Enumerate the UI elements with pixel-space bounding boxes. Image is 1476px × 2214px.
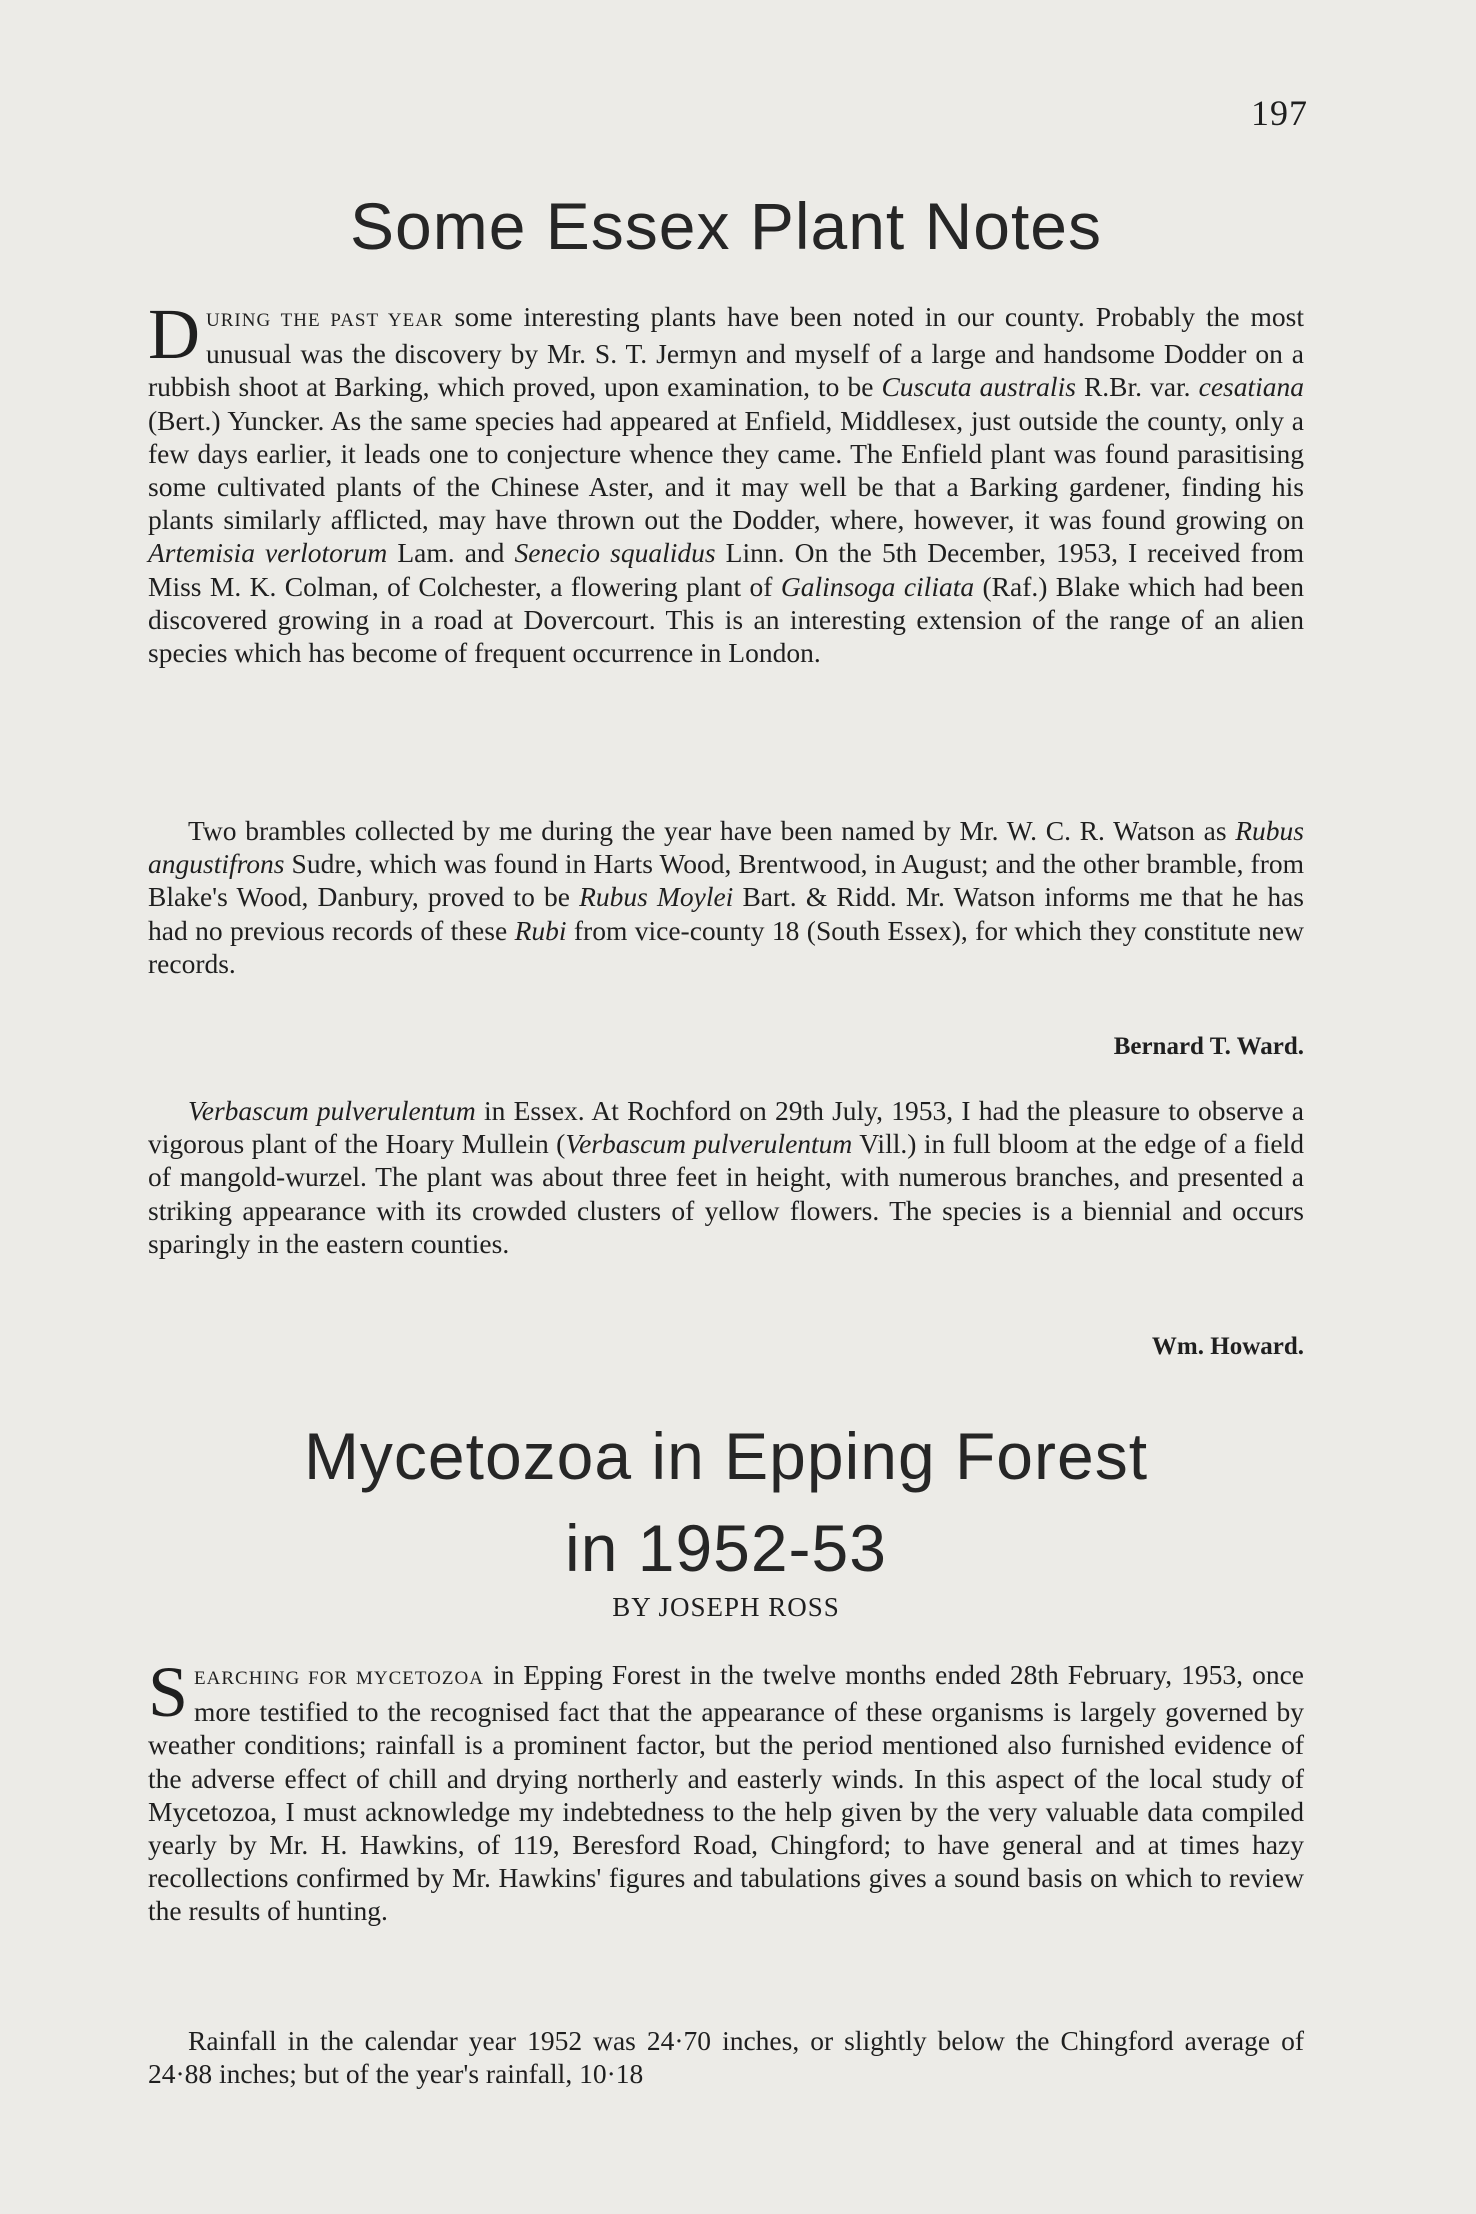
italic-term: Cuscuta australis: [881, 371, 1076, 403]
text-run: Rainfall in the calendar year 1952 was 24·70 inches, or slightly below the Chingford average of 24·88 inches; but of the year's rainfall, 10·18: [148, 2025, 1304, 2090]
text-run: (Bert.) Yuncker. As the same species had appeared at Enfield, Middlesex, just outside the county, only a few days earlier, it leads one to conjecture whence they came. The Enfield plant was found parasitising some cultivated plants of the Chinese Aster, and it may well be that a Barking gardener, finding his plants similarly afflicted, may have thrown out the Dodder, where, however, it was found growing on: [148, 404, 1304, 536]
text-run: R.Br. var.: [1075, 371, 1199, 403]
page-number: 197: [1251, 93, 1308, 133]
author-signature-ward: Bernard T. Ward.: [1113, 1033, 1304, 1060]
paragraph-rainfall: [148, 2024, 1304, 2090]
paragraph-text: [148, 1652, 1304, 1927]
drop-cap: S: [148, 1652, 189, 1732]
text-run: Bart. & Ridd. Mr. Watson informs me that he has had no previous records of these: [148, 881, 1304, 946]
italic-term: Verbascum pulverulentum: [188, 1095, 476, 1126]
paragraph-text: [148, 815, 1304, 979]
drop-cap: D: [148, 294, 200, 374]
text-run: (Raf.) Blake which had been discovered growing in a road at Dovercourt. This is an interesting extension of the range of an alien species which has become of frequent occurrence in London.: [148, 570, 1304, 669]
paragraph-dodder: [148, 294, 1305, 669]
text-run: Vill.) in full bloom at the edge of a field of mangold-wurzel. The plant was about three feet in height, with numerous branches, and presented a striking appearance with its crowded clusters of yellow flowers. The species is a biennial and occurs sparingly in the eastern counties.: [148, 1128, 1305, 1259]
italic-term: Rubus angustifrons: [148, 815, 1304, 880]
paragraph-text: [148, 1095, 1304, 1259]
italic-term: Artemisia verlotorum: [148, 537, 388, 569]
author-signature-howard: Wm. Howard.: [1151, 1333, 1304, 1360]
paragraph-verbascum: [148, 1094, 1304, 1260]
italic-term: Rubi: [514, 914, 567, 946]
italic-term: cesatiana: [1198, 371, 1305, 403]
text-run: Linn. On the 5th December, 1953, I received from Miss M. K. Colman, of Colchester, a flowering plant of: [148, 537, 1304, 602]
signature-block: [148, 1330, 1304, 1363]
text-run: Two brambles collected by me during the year have been named by Mr. W. C. R. Watson as: [188, 815, 1236, 846]
italic-term: Rubus Moylei: [579, 881, 734, 913]
text-run: from vice-county 18 (South Essex), for which they constitute new records.: [148, 914, 1304, 979]
paragraph-searching: [148, 1652, 1304, 1928]
small-caps-opening: URING THE PAST YEAR: [206, 310, 444, 331]
byline: BY JOSEPH ROSS: [612, 1592, 840, 1622]
italic-term: Verbascum pulverulentum: [565, 1128, 853, 1160]
small-caps-opening: EARCHING FOR MYCETOZOA: [194, 1668, 484, 1689]
article-title-mycetozoa: Mycetozoa in Epping Forest: [303, 1419, 1149, 1493]
signature-block: [148, 1030, 1304, 1063]
article-title-plant-notes: Some Essex Plant Notes: [350, 189, 1102, 263]
text-run: Lam. and: [387, 537, 515, 569]
article-title-mycetozoa-line2: in 1952-53: [565, 1511, 887, 1585]
text-run: Sudre, which was found in Harts Wood, Brentwood, in August; and the other bramble, from Blake's Wood, Danbury, proved to be: [148, 848, 1304, 913]
paragraph-text: [148, 2025, 1304, 2089]
text-run: in Epping Forest in the twelve months ended 28th February, 1953, once more testified to the recognised fact that the appearance of these organisms is largely governed by weather conditions; rainfall is a prominent factor, but the period mentioned also furnished evidence of the adverse effect of chill and drying northerly and easterly winds. In this aspect of the local study of Mycetozoa, I must acknowledge my indebtedness to the help given by the very valuable data compiled yearly by Mr. H. Hawkins, of 119, Beresford Road, Chingford; to have general and at times hazy recollections confirmed by Mr. Hawkins' figures and tabulations gives a sound basis on which to review the results of hunting.: [148, 1659, 1304, 1927]
text-run: some interesting plants have been noted in our county. Probably the most unusual was the discovery by Mr. S. T. Jermyn and myself of a large and handsome Dodder on a rubbish shoot at Barking, which proved, upon examination, to be: [148, 301, 1304, 403]
italic-term: Senecio squalidus: [514, 537, 716, 569]
text-run: in Essex. At Rochford on 29th July, 1953, I had the pleasure to observe a vigorous plant of the Hoary Mullein (: [148, 1095, 1304, 1160]
italic-term: Galinsoga ciliata: [780, 570, 975, 602]
paragraph-brambles: [148, 814, 1304, 980]
paragraph-text: [148, 294, 1305, 669]
